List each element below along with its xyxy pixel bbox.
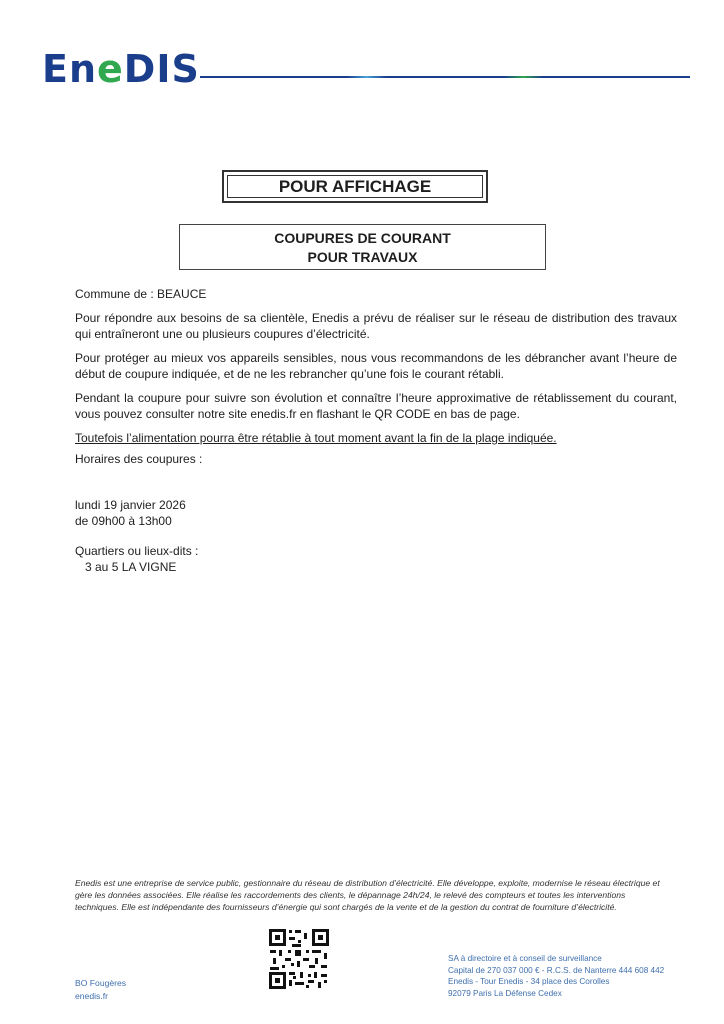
paragraph-4: Toutefois l’alimentation pourra être rétablie à tout moment avant la fin de la plage indiquée. [75, 430, 557, 445]
notice-body [75, 286, 677, 576]
footer-legal [448, 953, 664, 999]
header-line [200, 76, 690, 78]
title-box [222, 170, 488, 203]
footer-left [75, 977, 126, 1003]
paragraph-2: Pour protéger au mieux vos appareils sensibles, nous vous recommandons de les débrancher avant l’heure de début de coupure indiquée, et de ne les rebrancher qu’une fois le courant rétabli. [75, 350, 677, 381]
legal-line-2: Capital de 270 037 000 € - R.C.S. de Nanterre 444 608 442 [448, 965, 665, 975]
paragraph-3: Pendant la coupure pour suivre son évolution et connaître l’heure approximative de rétablissement du courant, vous pouvez consulter notre site enedis.fr en flashant le QR CODE en bas de page. [75, 390, 677, 421]
subtitle-line2: POUR TRAVAUX [307, 249, 418, 265]
legal-line-1: SA à directoire et à conseil de surveillance [448, 954, 602, 963]
legal-line-4: 92079 Paris La Défense Cedex [448, 988, 562, 998]
subtitle-line1: COUPURES DE COURANT [274, 230, 451, 246]
subtitle-box [179, 224, 546, 270]
enedis-logo [42, 47, 200, 91]
quartiers-label: Quartiers ou lieux-dits : [75, 543, 199, 558]
website-link[interactable]: enedis.fr [75, 991, 108, 1001]
outage-date: lundi 19 janvier 2026 [75, 497, 186, 512]
qr-code[interactable] [268, 928, 330, 990]
outage-time: de 09h00 à 13h00 [75, 514, 172, 528]
logo-mid: e [97, 47, 124, 91]
quartiers-value: 3 au 5 LA VIGNE [85, 560, 177, 574]
logo-prefix: En [42, 47, 98, 91]
office-name: BO Fougères [75, 978, 127, 988]
footer-disclaimer: Enedis est une entreprise de service public, gestionnaire du réseau de distribution d’électricité. Elle développe, exploite, modernise le réseau électrique et gère les données associées. Elle réalise les raccordements des clients, le dépannage 24h/24, le relevé des compteurs et toutes les interventions techniques. Elle est indépendante des fournisseurs d’énergie qui sont chargés de la vente et de la gestion du contrat de fourniture d’électricité. [75, 878, 660, 912]
title-text: POUR AFFICHAGE [278, 176, 432, 196]
paragraph-1: Pour répondre aux besoins de sa clientèle, Enedis a prévu de réaliser sur le réseau de distribution des travaux qui entraîneront une ou plusieurs coupures d’électricité. [75, 310, 677, 341]
logo-suffix: DIS [123, 47, 200, 91]
commune-line: Commune de : BEAUCE [75, 287, 207, 301]
horaires-label: Horaires des coupures : [75, 452, 203, 466]
legal-line-3: Enedis - Tour Enedis - 34 place des Corolles [448, 977, 610, 986]
